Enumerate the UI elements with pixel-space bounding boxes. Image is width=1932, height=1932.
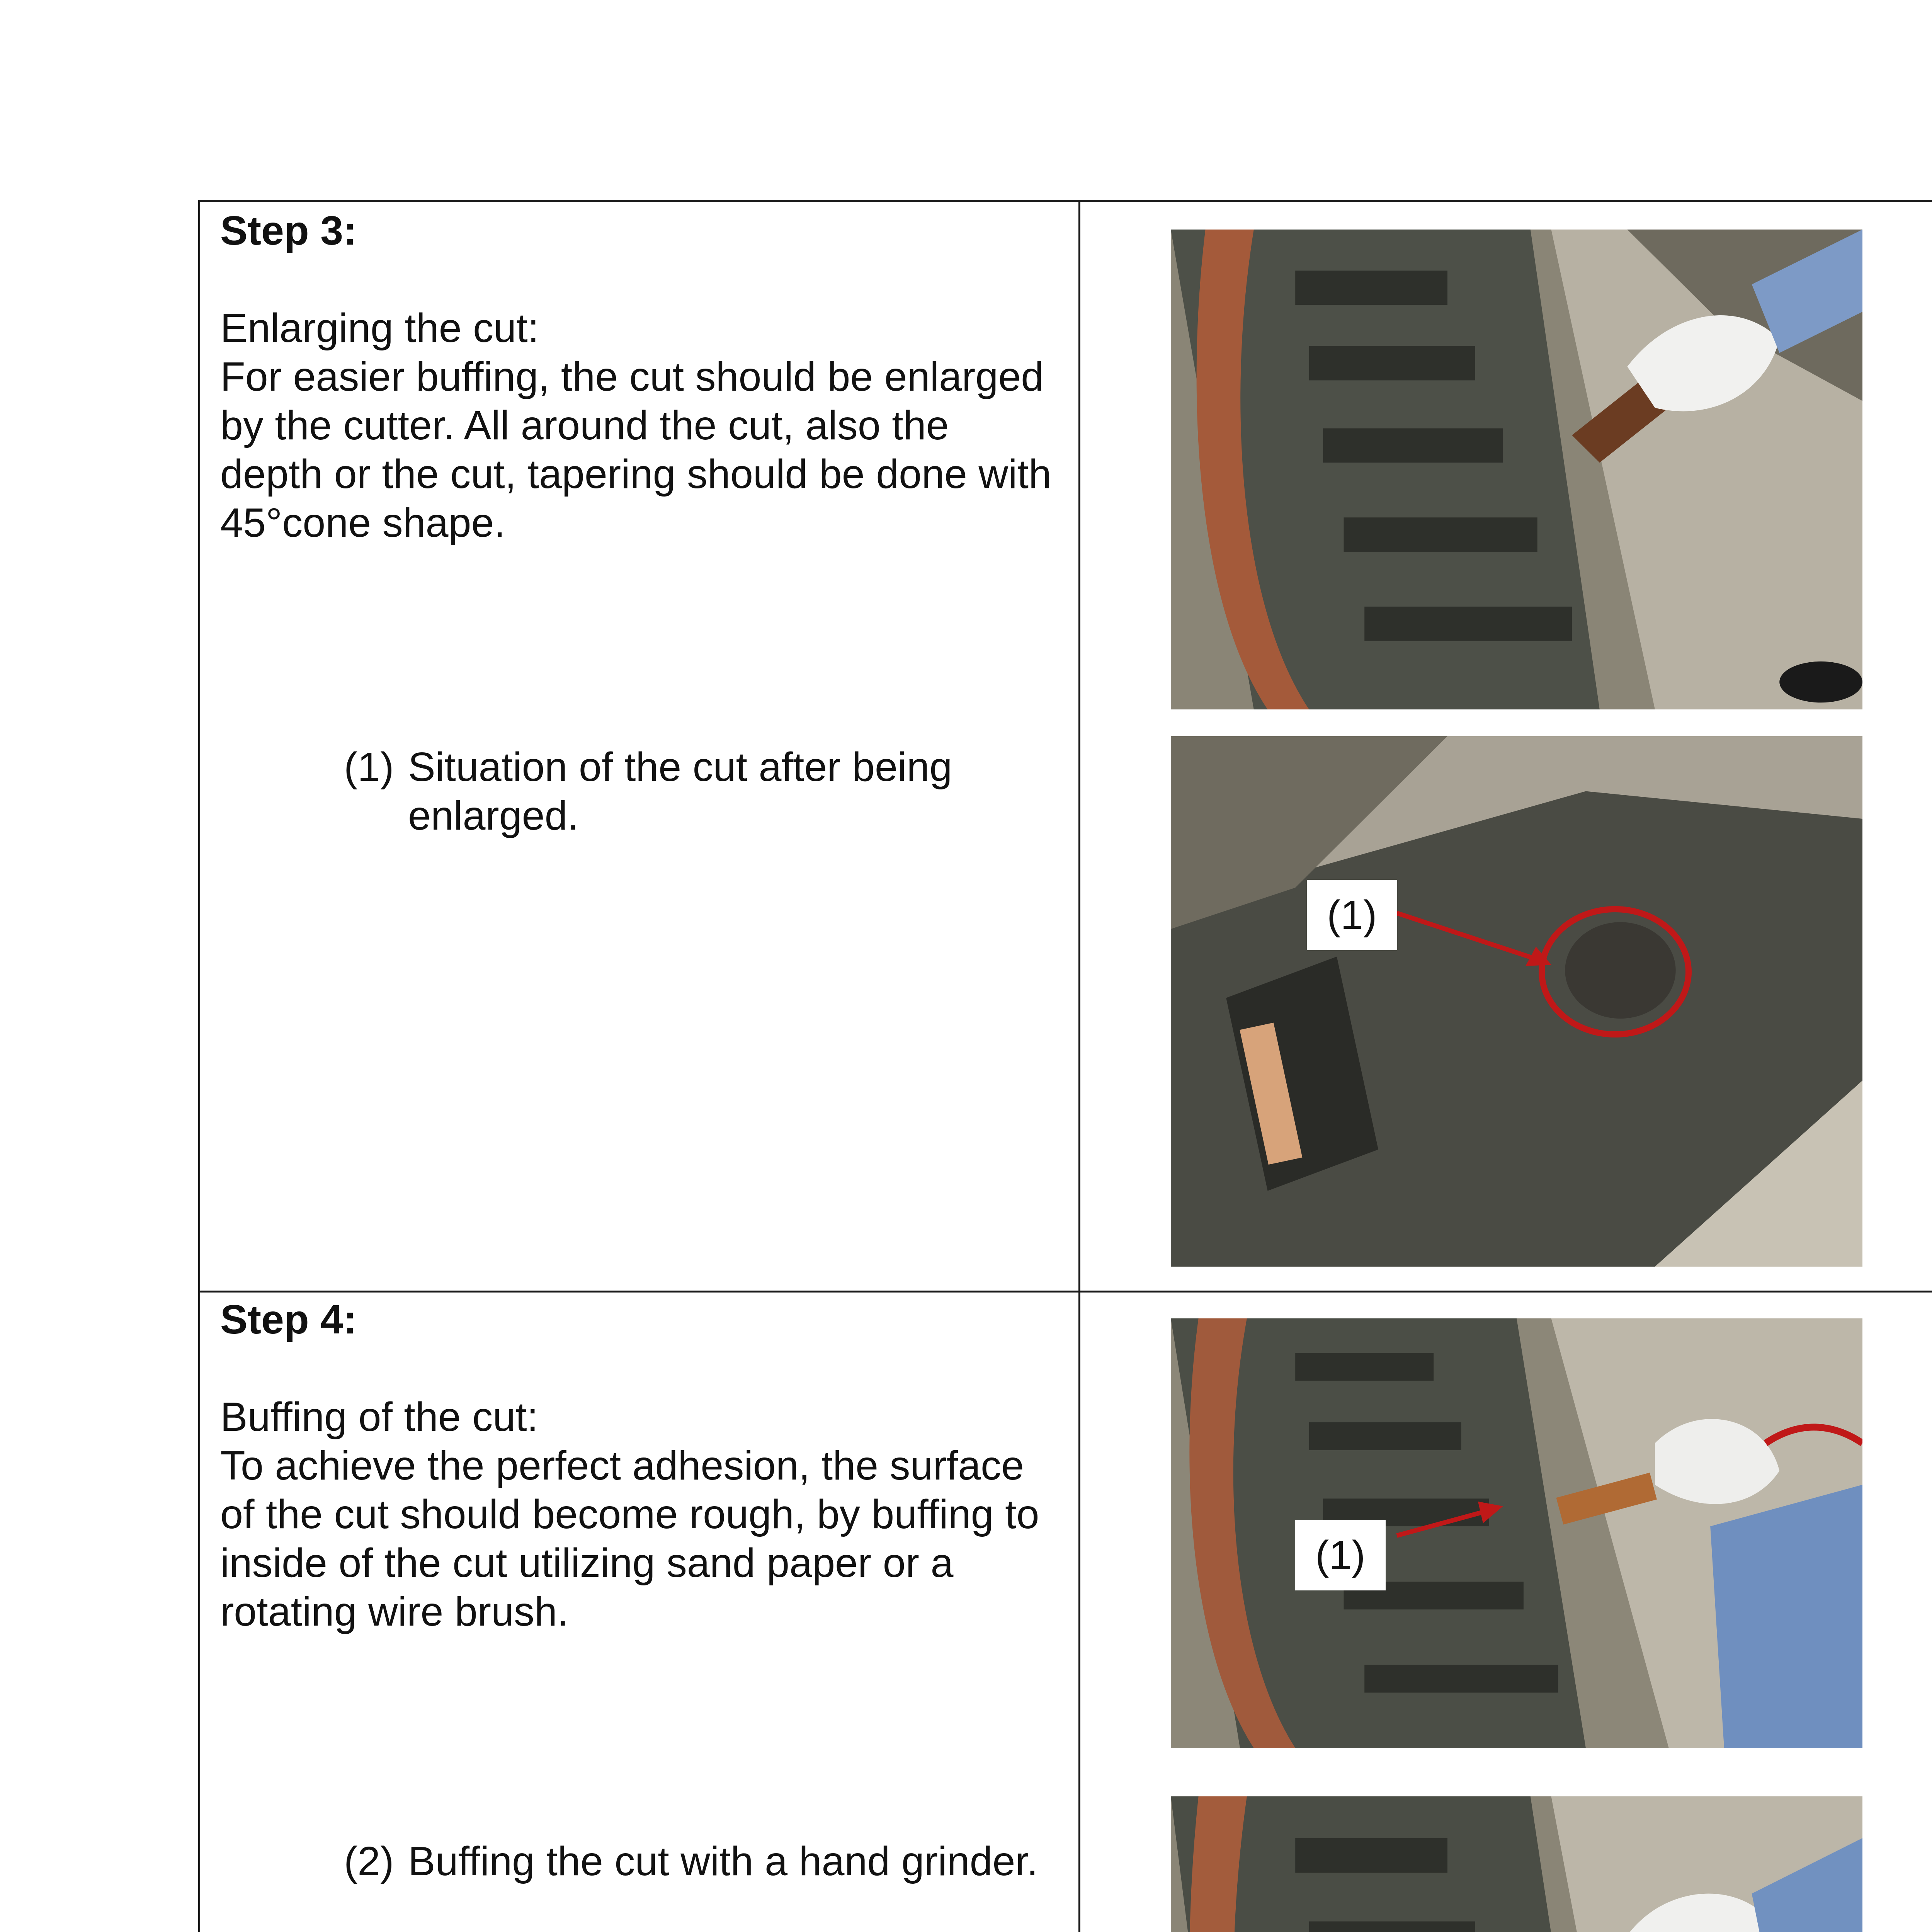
callout-label-1: (1) <box>1307 880 1397 950</box>
photo-hand-grinder <box>1171 1318 1862 1748</box>
callout-label-2: (1) <box>1295 1520 1386 1590</box>
step3-item-1-text: Situation of the cut after being enlarged. <box>408 744 952 838</box>
instruction-table <box>198 200 1932 1932</box>
callout-arrow-overlay <box>1171 1318 1862 1748</box>
step3-item-1-number: (1) <box>344 744 394 790</box>
callout-arrow-overlay <box>1171 736 1862 1267</box>
step3-heading: Enlarging the cut: <box>220 305 539 351</box>
step3-text-cell <box>220 206 1063 547</box>
step4-body: To achieve the perfect adhesion, the surface of the cut should become rough, by buffing to inside of the cut utilizing sand paper or a rotating wire brush. <box>220 1443 1039 1634</box>
step4-title: Step 4: <box>220 1297 357 1342</box>
step4-item-2-text: Buffing the cut with a hand grinder. <box>408 1838 1038 1884</box>
step4-item-2 <box>344 1837 1047 1886</box>
callout-arrow-overlay <box>1171 1796 1862 1932</box>
step4-heading: Buffing of the cut: <box>220 1394 539 1440</box>
step3-title: Step 3: <box>220 208 357 253</box>
row-divider <box>200 1291 1932 1293</box>
photo-cut-enlarged <box>1171 736 1862 1267</box>
column-divider <box>1078 202 1080 1932</box>
step3-body: For easier buffing, the cut should be enlarged by the cutter. All around the cut, also the depth or the cut, tapering should be done with 45°cone shape. <box>220 354 1051 546</box>
photo-enlarging-cut <box>1171 230 1862 709</box>
step3-item-1 <box>344 743 1047 840</box>
step4-item-2-number: (2) <box>344 1838 394 1884</box>
photo-enlarging-cut-image <box>1171 230 1862 709</box>
step4-text-cell <box>220 1295 1063 1636</box>
photo-sandpaper <box>1171 1796 1862 1932</box>
